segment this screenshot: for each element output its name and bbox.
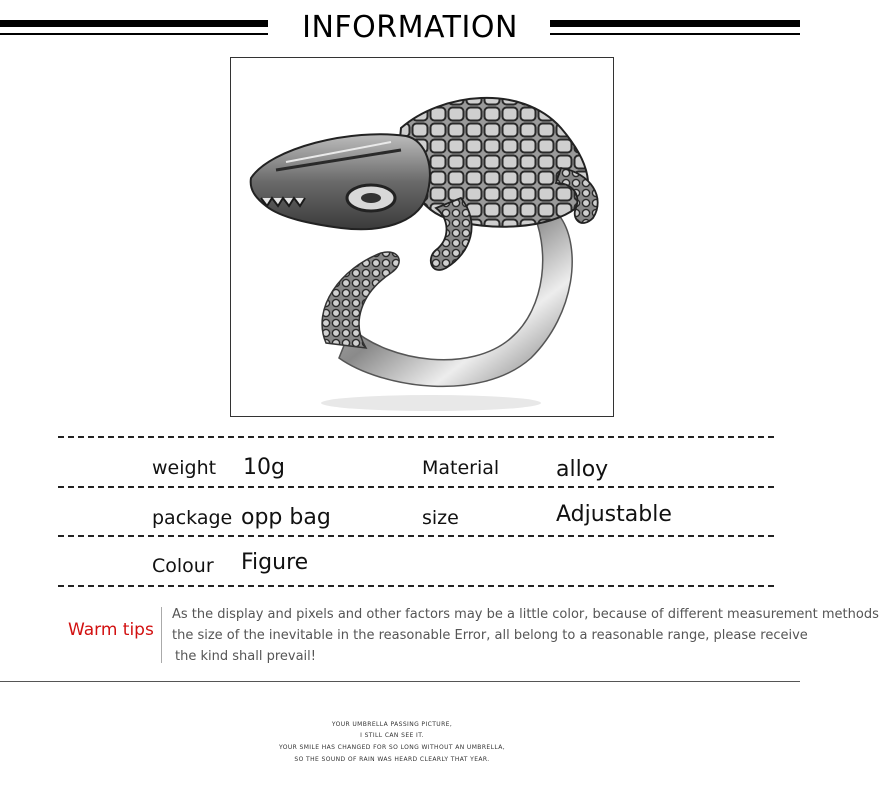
warm-tips-title: Warm tips (68, 620, 154, 640)
size-value: Adjustable (556, 502, 672, 527)
warm-tips-line: the kind shall prevail! (175, 649, 316, 664)
package-label: package (152, 507, 233, 529)
warm-tips-line: the size of the inevitable in the reasonable Error, all belong to a reasonable range, please receive (172, 628, 808, 643)
divider (58, 535, 774, 537)
colour-value: Figure (241, 550, 309, 575)
weight-value: 10g (243, 455, 285, 480)
footer-poem-line: YOUR SMILE HAS CHANGED FOR SO LONG WITHOUT AN UMBRELLA, (278, 744, 506, 751)
divider (58, 486, 774, 488)
warm-tips-separator (161, 607, 162, 663)
weight-label: weight (152, 457, 217, 479)
divider (58, 585, 774, 587)
footer-poem-line: YOUR UMBRELLA PASSING PICTURE, (331, 721, 453, 728)
header-bar-left (0, 20, 268, 27)
bottom-divider (0, 681, 800, 682)
colour-label: Colour (152, 555, 214, 577)
material-value: alloy (556, 457, 609, 482)
size-label: size (422, 507, 459, 529)
product-photo (230, 57, 614, 417)
divider (58, 436, 774, 438)
package-value: opp bag (241, 505, 331, 530)
warm-tips-line: As the display and pixels and other factors may be a little color, because of different measurement methods (172, 607, 879, 622)
footer-poem-line: I STILL CAN SEE IT. (360, 732, 424, 739)
footer-poem-line: SO THE SOUND OF RAIN WAS HEARD CLEARLY THAT YEAR. (294, 756, 490, 763)
header-line-left (0, 33, 268, 35)
header-line-right (550, 33, 800, 35)
header-bar-right (550, 20, 800, 27)
material-label: Material (422, 457, 500, 479)
page-title: INFORMATION (302, 10, 518, 45)
crocodile-ring-image (231, 58, 613, 416)
